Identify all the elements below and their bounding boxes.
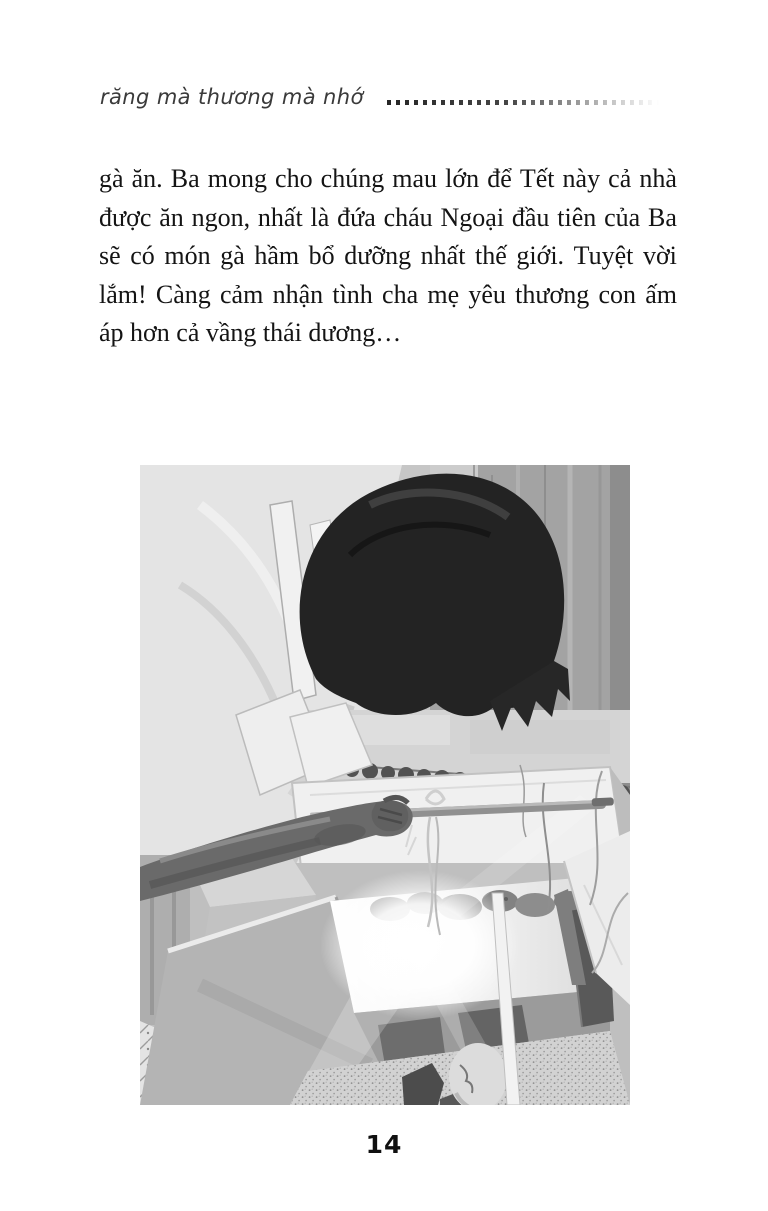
page-number: 14	[365, 1130, 403, 1159]
paragraph-line: được ăn ngon, nhất là đứa cháu Ngoại đầu tiên của Ba	[99, 202, 677, 232]
photo-man-brooder-box	[140, 465, 630, 1105]
paragraph-line: gà ăn. Ba mong cho chúng mau lớn để Tết này cả nhà	[99, 164, 677, 193]
paragraph-line: lắm! Càng cảm nhận tình cha mẹ yêu thương con ấm	[99, 279, 677, 309]
paragraph-line: sẽ có món gà hầm bổ dưỡng nhất thế giới. Tuyệt vời	[99, 241, 677, 270]
running-header-text: răng mà thương mà nhớ	[100, 85, 364, 109]
paragraph-line: áp hơn cả vầng thái dương…	[99, 318, 402, 347]
header-dotted-rule	[387, 100, 659, 105]
paragraph	[99, 160, 677, 353]
